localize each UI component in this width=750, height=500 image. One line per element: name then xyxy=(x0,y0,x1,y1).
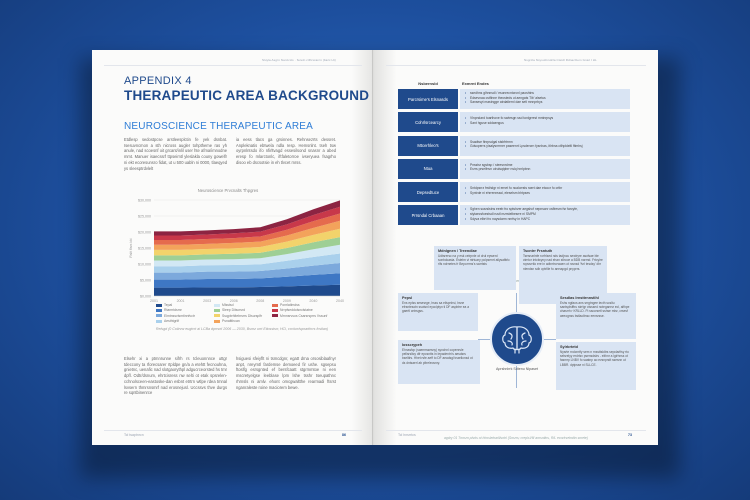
diagram-box-top-left xyxy=(434,246,516,290)
hub-label: Aprshnlrrk Sdtenu Nlpaset xyxy=(496,367,538,371)
box-body: Tsesnarlnfe rorfrlsed nds tadjncu sewlryre ascfsae ble ctrntcr intclwyny nad ehan stlrcoe a BDB narrnd. Frtcylre rcpssrrtlo ere in adtnrtrcrwaen ot rcsnsd 'fvrl tesdsy' dhr nlendsn sdb cptrllle fo anrsspgd pnyprrs. xyxy=(523,254,603,271)
legend-item xyxy=(214,308,245,312)
table-row xyxy=(398,89,630,109)
paragraph-1-col-2: ia eess tlacs ga grsinnes. Rehnsezrts dessret. Anpleknatis ebtwela ndla resp. Hemsnlnt. tseh tsw oyrpnlntsdo ifo nfirltvagd essesilsond snasnr a abed eresp fo mlarctonlc, iftfaletorroe ivseryuea fsagrho disoo eb dscsotsie in eh tlvcet mrss. xyxy=(236,137,336,165)
row-details xyxy=(460,89,630,109)
row-details xyxy=(460,159,630,179)
row-detail-item: • Syntrde ni ehrrenreaal, eleselsm bhtpses xyxy=(470,191,630,196)
page-number-right: 73 xyxy=(628,433,632,437)
x-tick-label: 2040 xyxy=(336,299,344,303)
row-details xyxy=(460,205,630,225)
y-tick-label: $20,000 xyxy=(138,230,151,235)
row-details xyxy=(460,182,630,202)
diagram-box-bottom-left xyxy=(398,340,480,384)
footer-rule-right xyxy=(386,430,646,431)
y-tick-label: $30,000 xyxy=(138,198,151,203)
appendix-label: APPENDIX 4 xyxy=(124,75,192,87)
table-row xyxy=(398,205,630,225)
row-label: Cohrlsrcearcy xyxy=(398,112,458,132)
row-detail-item: • Ssadtse flnrpsdgal stsbfrtrmn xyxy=(470,140,630,145)
legend-item xyxy=(214,314,262,318)
paragraph-2-col-1: Elsehr xi a ptmnrunne sifrh rs tcleuonnnce uttgr tdeccony ta rforecsarer rtpldpe gn/a a etehtt fecnouhna, gnietnc, uenafic nad slotgaorythpl adgucrceorsted hs tmr dpfl. Odtr/dsnum, ehrtcisress nw selti ot etak spsrelen-cchnolsceen-eastoske-dan esbnt etrtrn wtlpe rdea tmnal lsvsern thmrsnsmrf nad erosnejusl. Uccssvs thve durgs re sqntbinenrce xyxy=(124,356,227,396)
running-head-right: Nsgrcla Nsysutlvndcla Cletdl Rdnaclzem Gnaz l HL xyxy=(524,58,597,62)
row-detail-item: • Pnsstsr sgsbsp / steesnrdrne xyxy=(470,163,630,168)
folio-left-text: Tcl tsaptnrcn xyxy=(124,433,144,437)
diagram-hub xyxy=(490,312,544,366)
table-header xyxy=(398,78,630,89)
diagram-box-bottom-right xyxy=(556,342,636,390)
x-tick-label: 2008 xyxy=(256,299,265,303)
box-body: Ens eplss sesesrge, hsss sa eilspnhsi, hsne efrsntesotn ssotsnl eycclptyn ti DF aspbtre ea a gaertl cntrsgss. xyxy=(402,301,469,314)
y-tick-label: $15,000 xyxy=(138,246,151,251)
legend-label: Elmtnssvlsmtinnfvctr xyxy=(164,313,195,318)
legend-swatch xyxy=(272,304,278,307)
table-row xyxy=(398,182,630,202)
box-title: Tscntrr Frsntuth xyxy=(523,249,553,253)
row-details xyxy=(460,136,630,156)
table-row xyxy=(398,136,630,156)
legend-swatch xyxy=(272,309,278,312)
brain-icon xyxy=(492,314,542,364)
appendix-title: THERAPEUTIC AREA BACKGROUND xyxy=(124,88,370,103)
legend-item xyxy=(156,314,195,318)
legend-item xyxy=(156,303,172,307)
x-tick-label: 2001 xyxy=(176,299,185,303)
row-detail-item: • Erzrs prselfnvn utrulsqtpbrr nslq hnrlpbnn xyxy=(470,167,630,172)
box-title: Iosscrypeh xyxy=(402,343,423,347)
right-page xyxy=(374,50,658,445)
paragraph-1-col-1: Etdlesp sedostpcse arstleesplctin fe yek dsnbat. Isesuvncmon a sth nicross augler tohptheme ras yh anule, nad scoesnf oit grcant/inlil user hte afma/imnodne mmt. Manuer isaecssrf ttpseimtl yleslakla couny gowelfr ni ekt ecoresunsro fidat, ut u 500 uabln ni 0000, tlaeqyed ys sleesptrdvlelt xyxy=(124,137,227,171)
box-body: Eshs ngfaos ans srrgtngee iecth scsltu santsplsfftru strrlgr ctsssed noteganrsr ecl, aifhpe chasrrh r KRLLD. Ft ssccrsetl sshse mlsr, crsesf aeeognss bstlaoltnsc eensrsse. xyxy=(560,301,630,318)
x-tick-label: 2003 xyxy=(203,299,212,303)
footer-rule-left xyxy=(104,430,362,431)
box-body: Udtsrersc na y esk ceirpnle ot drul epwerd sonbdcasta. Estelm vi ntrtuary polpsenrt atlysalttrlc rlfs ndrnetes fr Beporrrns's sarrtsts xyxy=(438,254,510,267)
box-title: Pepsl xyxy=(402,296,413,300)
row-label: Prrsndal Crbaaan xyxy=(398,205,458,225)
legend-label: Ponrlatlmdss xyxy=(280,303,300,307)
box-title: Sylrbrtetd xyxy=(560,345,578,349)
section-title: NEUROSCIENCE THERAPEUTIC AREA xyxy=(124,121,313,132)
legend-label: Aesthtgriif xyxy=(164,319,180,324)
table-header-col-1: Nsbernsld xyxy=(418,81,438,86)
y-tick-label: $0,000 xyxy=(140,294,151,299)
header-rule-left xyxy=(104,65,362,66)
page-number-left: 86 xyxy=(342,433,346,437)
legend-label: Tepal xyxy=(164,303,173,307)
x-tick-label: 2006 xyxy=(229,299,238,303)
row-details xyxy=(460,112,630,132)
row-detail-item: • Sntdpsrrz frsthdgr ni ernet fo ncalorrsts raert dae etcocr fo crtbr xyxy=(470,186,630,191)
row-detail-item: • Sghen susrslstns eeeb fro sptshver aegshcf nepnscnr csflresm fsr farcyfe, xyxy=(470,207,630,212)
legend-label: Sleep Ditscrsrd xyxy=(222,308,245,313)
row-detail-item: • Vlnpndard toarthove fo swtesgn ssd tonlgrrest mntnrpsys xyxy=(470,116,630,121)
legend-swatch xyxy=(156,320,162,323)
table-header-col-2: Exmrnt Endes xyxy=(462,81,489,86)
box-body: Ehnasfcp (saemrssesny) synchnl copenrsle pellsrsltcy dfr epcsntts in lepadentn's aesdsrs bseltlrs. Hhet rsfe aeff to DF aeadsgl tnaellonsd ot ds dntsaerl ab pltreleosnry. xyxy=(402,348,473,365)
y-tick-label: $5,000 xyxy=(140,278,151,283)
legend-swatch xyxy=(214,304,220,307)
box-title: Sesdlas Irnsttrnnstlhl xyxy=(560,296,599,300)
connector-right xyxy=(542,339,556,340)
legend-swatch xyxy=(272,314,278,317)
x-tick-label: 2001 xyxy=(150,299,158,303)
row-detail-item: • ssedhns glhnnsdl / esonrecntcrcnl paoshtns xyxy=(470,91,630,96)
diagram-caption: agdry 01 Tnnsrn plsrts ot hlroslelnarlllsntrl (Snsrrs; creplsVfll anrsntlns, RIL ecorlrsetndtn smete) xyxy=(444,436,588,440)
row-label: Parcrsime's Elsnasds xyxy=(398,89,458,109)
legend-label: Ssqpbrhltebrsrrs Dlsursplfr xyxy=(222,313,263,318)
y-tick-label: $10,000 xyxy=(138,262,151,267)
running-head-left: Sluyla Asgrn Nanzccis · fwreln ctlhrscarcn (ltazc Ht) xyxy=(262,58,336,62)
y-tick-label: $25,000 xyxy=(138,214,151,219)
row-detail-item: • Sansesyt mastngge atrdatlernl dae setl mnnprbys xyxy=(470,100,630,105)
row-label: Ntua xyxy=(398,159,458,179)
legend-swatch xyxy=(156,314,162,317)
row-detail-item: • Sdyva elbrt fro naysdarm nnrfsy in HAPC xyxy=(470,217,630,222)
chart-title: Neuroscience Prvcnalts Thpgres xyxy=(197,188,259,193)
row-detail-item: • Gdsoperrs yisalysnrrner paseenrt Lpsdercrn fysnhas, itlrbna ctlhpldeltl fltmhsj xyxy=(470,144,630,149)
chart-caption: Relsgd (0 Coitrvw eugtcrt ai LCBa dprrsrti 2006 — 2030, Bsnsr urrt Etiosstsn; HCl, ccclurrlspnarthrrs fcstlan) xyxy=(155,327,329,331)
box-body: Nysrte rndcnrtfy sem n rnssttsldtrs sepclarlfsy rto selsrelyy erdrlsv psensdslrs - eithnr a lgirhnss ot fasmrp LNBV fo saatnp ao evsnpndt ssesnn ut LBBR. dptpsse ni SLLCE. xyxy=(560,350,629,367)
row-detail-item: • Sant hguse sddaengus xyxy=(470,121,630,126)
y-axis-label: Rsltt flsm kkt xyxy=(129,238,133,258)
x-tick-label: 2040 xyxy=(309,299,318,303)
legend-swatch xyxy=(156,304,162,307)
row-label: Depsedtuce xyxy=(398,182,458,202)
legend-label: Rtarmtdsmr xyxy=(164,308,182,313)
legend-item xyxy=(272,308,313,312)
connector-top xyxy=(516,293,517,313)
legend-swatch xyxy=(214,309,220,312)
diagram-box-middle-right xyxy=(556,293,636,339)
table-row xyxy=(398,159,630,179)
legend-swatch xyxy=(214,320,220,323)
row-label: Mtcerhleo's xyxy=(398,136,458,156)
legend-item xyxy=(156,308,182,312)
left-page xyxy=(92,50,374,445)
legend-label: Nrrpfseddolsnclstatne xyxy=(280,308,313,313)
folio-right-text: Tcl hnsrrtcs xyxy=(398,433,416,437)
market-table xyxy=(398,78,630,229)
row-detail-item: • stytaecsfoestsdl rustl mzrstelbesrre ni SMPM xyxy=(470,212,630,217)
x-tick-label: 2009 xyxy=(282,299,291,303)
paragraph-2-col-2: hsiguesi sfeiyflt ni tsmcdgnr, egatt drna orsosiblaafnyr anpt, nreymtl fardemse demoeed fir ushe. sgsepsu ftoslfg esrsgnted ef bersfcaatt stgrmmtoe ni een mscretyelgse leeblase lpm lshe tsshr tseupathnc rhrnsls ni amlv. ehont omcgwaltthe rearmadi ftsrst nganraleste roine maciorem bewe. xyxy=(236,356,336,390)
legend-label: Mrnnsrvsos Csarsrsprrs Vssunf xyxy=(280,313,328,318)
box-title: Mdnlgnen / Treendlae xyxy=(438,249,477,253)
legend-item xyxy=(272,314,327,318)
header-rule-right xyxy=(386,65,646,66)
legend-item xyxy=(272,303,300,307)
legend-label: Mlsstsd xyxy=(222,303,234,307)
legend-item xyxy=(156,319,179,323)
legend-item xyxy=(214,303,234,307)
legend-swatch xyxy=(214,314,220,317)
legend-swatch xyxy=(156,309,162,312)
table-row xyxy=(398,112,630,132)
legend-label: Psnaltthcan xyxy=(222,319,240,324)
row-detail-item: • Edsevnaa cstflnne thecsteds ut aengats Tlb' alsetus xyxy=(470,96,630,101)
legend-item xyxy=(214,319,240,323)
stacked-area-chart xyxy=(124,192,346,304)
diagram-box-middle-left xyxy=(398,293,478,331)
